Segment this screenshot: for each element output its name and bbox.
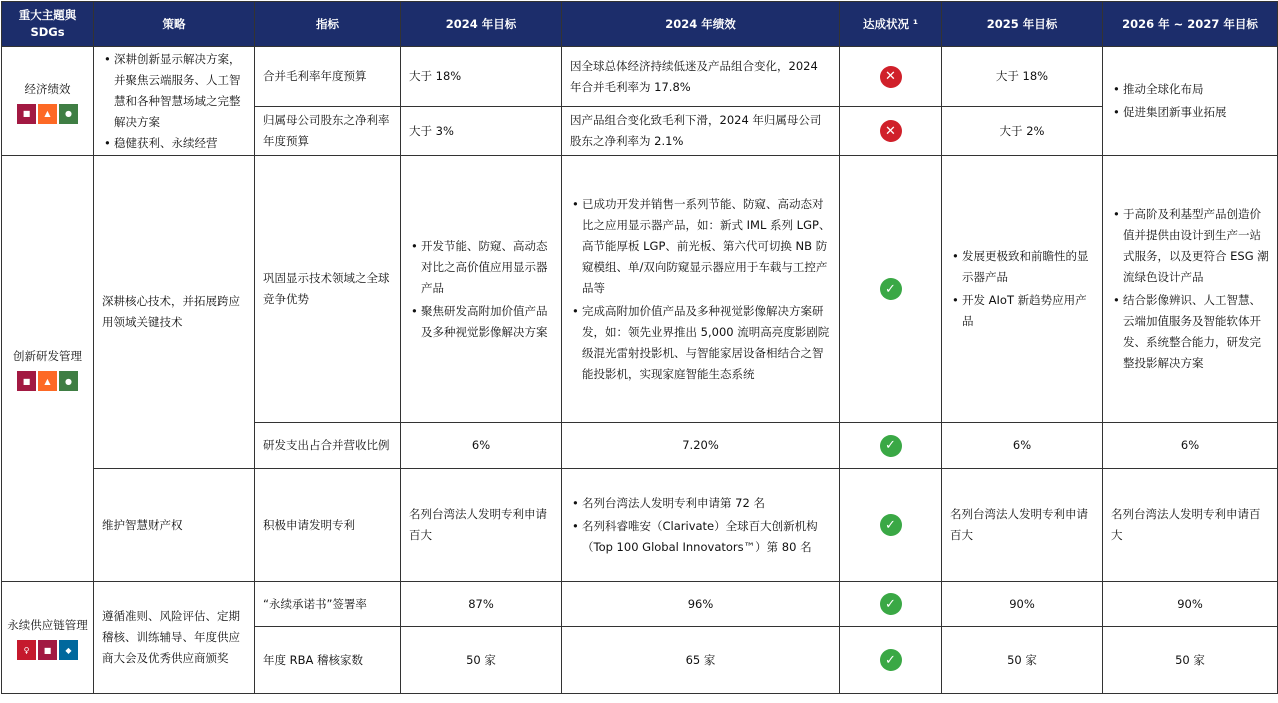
x-circle-icon: ✕ bbox=[880, 66, 902, 88]
indicator-cell: 巩固显示技术领域之全球竞争优势 bbox=[255, 156, 401, 423]
indicator-cell: 合并毛利率年度预算 bbox=[255, 47, 401, 107]
table-row bbox=[2, 582, 1278, 627]
header-row bbox=[2, 2, 1278, 47]
sdg-goal-icon: ▲ bbox=[38, 371, 57, 391]
sdg-icons bbox=[6, 640, 89, 660]
sdg-goal-icon: ■ bbox=[17, 104, 36, 124]
target-2024-cell: 87% bbox=[401, 582, 562, 627]
topic-label: 创新研发管理 bbox=[13, 349, 82, 363]
sdg-goal-icon: ▲ bbox=[38, 104, 57, 124]
kpi-table bbox=[1, 1, 1278, 694]
target-2024-cell bbox=[401, 156, 562, 423]
target-2024-cell: 大于 3% bbox=[401, 107, 562, 156]
sdg-goal-icon: ◆ bbox=[59, 640, 78, 660]
topic-cell bbox=[2, 582, 94, 694]
status-cell bbox=[840, 469, 942, 582]
topic-label: 永续供应链管理 bbox=[7, 618, 88, 632]
col-header-perf-2024: 2024 年绩效 bbox=[562, 2, 840, 47]
strategy-cell: 遵循准则、风险评估、定期稽核、训练辅导、年度供应商大会及优秀供应商颁奖 bbox=[94, 582, 255, 694]
target-2024-cell: 6% bbox=[401, 423, 562, 469]
list-item: • 稳健获利、永续经营 bbox=[114, 133, 246, 154]
check-circle-icon: ✓ bbox=[880, 649, 902, 671]
strategy-cell: 深耕核心技术，并拓展跨应用领域关键技术 bbox=[94, 156, 255, 469]
perf-2024-cell: 65 家 bbox=[562, 627, 840, 694]
col-header-status: 达成状况 ¹ bbox=[840, 2, 942, 47]
strategy-cell: 维护智慧财产权 bbox=[94, 469, 255, 582]
topic-cell bbox=[2, 156, 94, 582]
x-circle-icon: ✕ bbox=[880, 120, 902, 142]
col-header-target-2025: 2025 年目标 bbox=[942, 2, 1103, 47]
target-2627-cell: 名列台湾法人发明专利申请百大 bbox=[1103, 469, 1278, 582]
list-item: • 聚焦研发高附加价值产品及多种视觉影像解决方案 bbox=[421, 301, 553, 343]
target-2025-cell: 名列台湾法人发明专利申请百大 bbox=[942, 469, 1103, 582]
sdg-goal-icon: ♀ bbox=[17, 640, 36, 660]
col-header-strategy: 策略 bbox=[94, 2, 255, 47]
target-2627-cell bbox=[1103, 156, 1278, 423]
perf-2024-cell bbox=[562, 156, 840, 423]
target-2024-cell: 名列台湾法人发明专利申请百大 bbox=[401, 469, 562, 582]
target-2025-cell: 90% bbox=[942, 582, 1103, 627]
list-item: • 名列科睿唯安（Clarivate）全球百大创新机构（Top 100 Global Innovators™）第 80 名 bbox=[582, 516, 831, 558]
col-header-target-2627: 2026 年 ~ 2027 年目标 bbox=[1103, 2, 1278, 47]
status-cell bbox=[840, 107, 942, 156]
col-header-target-2024: 2024 年目标 bbox=[401, 2, 562, 47]
sdg-goal-icon: ● bbox=[59, 104, 78, 124]
list-item: • 完成高附加价值产品及多种视觉影像解决方案研发，如：领先业界推出 5,000 流明高亮度影剧院级混光雷射投影机、与智能家居设备相结合之智能投影机，实现家庭智能生态系统 bbox=[582, 301, 831, 385]
indicator-cell: 归属母公司股东之净利率年度预算 bbox=[255, 107, 401, 156]
status-cell bbox=[840, 582, 942, 627]
list-item: • 开发节能、防窥、高动态对比之高价值应用显示器产品 bbox=[421, 236, 553, 299]
table-row bbox=[2, 469, 1278, 582]
table-row bbox=[2, 47, 1278, 107]
list-item: • 于高阶及利基型产品创造价值并提供由设计到生产一站式服务，以及更符合 ESG 潮流绿色设计产品 bbox=[1123, 204, 1269, 288]
status-cell bbox=[840, 156, 942, 423]
target-2024-cell: 大于 18% bbox=[401, 47, 562, 107]
perf-2024-cell: 96% bbox=[562, 582, 840, 627]
sdg-goal-icon: ■ bbox=[38, 640, 57, 660]
list-item: • 深耕创新显示解决方案，并聚焦云端服务、人工智慧和各种智慧场域之完整解决方案 bbox=[114, 49, 246, 133]
perf-2024-cell: 因全球总体经济持续低迷及产品组合变化，2024 年合并毛利率为 17.8% bbox=[562, 47, 840, 107]
indicator-cell: “永续承诺书”签署率 bbox=[255, 582, 401, 627]
list-item: • 名列台湾法人发明专利申请第 72 名 bbox=[582, 493, 831, 514]
perf-2024-cell bbox=[562, 469, 840, 582]
sdg-goal-icon: ● bbox=[59, 371, 78, 391]
target-2627-cell: 6% bbox=[1103, 423, 1278, 469]
strategy-cell bbox=[94, 47, 255, 156]
indicator-cell: 年度 RBA 稽核家数 bbox=[255, 627, 401, 694]
list-item: • 促进集团新事业拓展 bbox=[1123, 102, 1269, 123]
check-circle-icon: ✓ bbox=[880, 514, 902, 536]
perf-2024-cell: 7.20% bbox=[562, 423, 840, 469]
check-circle-icon: ✓ bbox=[880, 435, 902, 457]
target-2025-cell: 50 家 bbox=[942, 627, 1103, 694]
target-2025-cell bbox=[942, 156, 1103, 423]
sdg-goal-icon: ■ bbox=[17, 371, 36, 391]
target-2025-cell: 大于 18% bbox=[942, 47, 1103, 107]
col-header-topic: 重大主題與 SDGs bbox=[2, 2, 94, 47]
indicator-cell: 研发支出占合并营收比例 bbox=[255, 423, 401, 469]
table-row bbox=[2, 156, 1278, 423]
topic-cell bbox=[2, 47, 94, 156]
check-circle-icon: ✓ bbox=[880, 593, 902, 615]
target-2025-cell: 6% bbox=[942, 423, 1103, 469]
sdg-icons bbox=[6, 104, 89, 124]
status-cell bbox=[840, 627, 942, 694]
sdg-icons bbox=[6, 371, 89, 391]
list-item: • 推动全球化布局 bbox=[1123, 79, 1269, 100]
list-item: • 结合影像辨识、人工智慧、云端加值服务及智能软体开发、系统整合能力，研发完整投影解决方案 bbox=[1123, 290, 1269, 374]
status-cell bbox=[840, 47, 942, 107]
col-header-indicator: 指标 bbox=[255, 2, 401, 47]
target-2627-cell bbox=[1103, 47, 1278, 156]
target-2627-cell: 90% bbox=[1103, 582, 1278, 627]
list-item: • 发展更极致和前瞻性的显示器产品 bbox=[962, 246, 1094, 288]
indicator-cell: 积极申请发明专利 bbox=[255, 469, 401, 582]
target-2024-cell: 50 家 bbox=[401, 627, 562, 694]
target-2025-cell: 大于 2% bbox=[942, 107, 1103, 156]
list-item: • 开发 AIoT 新趋势应用产品 bbox=[962, 290, 1094, 332]
perf-2024-cell: 因产品组合变化致毛利下滑，2024 年归属母公司股东之净利率为 2.1% bbox=[562, 107, 840, 156]
status-cell bbox=[840, 423, 942, 469]
list-item: • 已成功开发并销售一系列节能、防窥、高动态对比之应用显示器产品，如：新式 IML 系列 LGP、高节能厚板 LGP、前光板、第六代可切换 NB 防窥模组、单/双向防窥显示器应用于车载与工控产品等 bbox=[582, 194, 831, 299]
topic-label: 经济绩效 bbox=[24, 81, 71, 96]
target-2627-cell: 50 家 bbox=[1103, 627, 1278, 694]
check-circle-icon: ✓ bbox=[880, 278, 902, 300]
